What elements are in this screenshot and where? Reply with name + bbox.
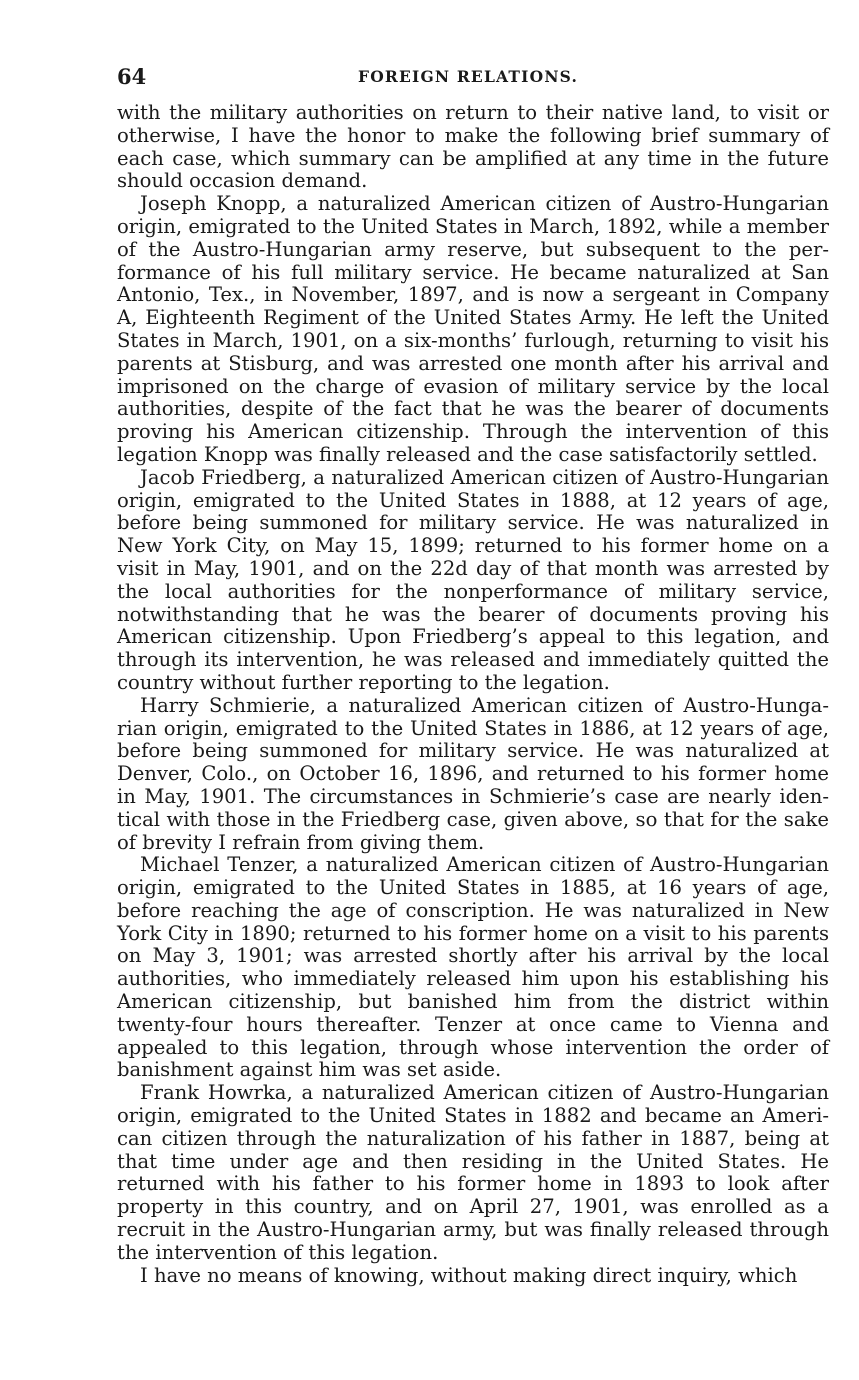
paragraph-jacob-friedberg: Jacob Friedberg, a naturalized American citizen of Austro-Hungarian origin, emigrated to the United States in 1888, at 12 years of age, before being summoned for military service. He was naturalized in New York City, on May 15, 1899; returned to his former home on a visit in May, 1901, and on the 22d day of that month was arrested by the local authorities for the nonperformance of military service, notwithstanding that he was the bearer of documents proving his American citizenship. Upon Friedberg’s appeal to this legation, and through its intervention, he was released and immediately quitted the country without further reporting to the legation. — [117, 465, 829, 694]
paragraph-closing: I have no means of knowing, without making direct inquiry, which — [140, 1263, 798, 1287]
paragraph-michael-tenzer: Michael Tenzer, a naturalized American citizen of Austro-Hungarian origin, emigrated to the United States in 1885, at 16 years of age, before reaching the age of conscription. He was naturalized in New York City in 1890; returned to his former home on a visit to his parents on May 3, 1901; was arrested shortly after his arrival by the local authorities, who immediately released him upon his establishing his American citizenship, but banished him from the district within twenty-four hours thereafter. Tenzer at once came to Vienna and appealed to this legation, through whose intervention the order of banishment against him was set aside. — [117, 853, 829, 1082]
page-number: 64 — [117, 64, 147, 89]
running-head — [117, 64, 829, 94]
paragraph-joseph-knopp: Joseph Knopp, a naturalized American citizen of Austro-Hungarian origin, emigrated to the United States in March, 1892, while a member of the Austro-Hungarian army reserve, but subsequent to the performance of his full military service. He became naturalized at San Antonio, Tex., in November, 1897, and is now a sergeant in Company A, Eighteenth Regiment of the United States Army. He left the United States in March, 1901, on a six-months’ furlough, returning to visit his parents at Stisburg, and was arrested one month after his arrival and imprisoned on the charge of evasion of military service by the local authorities, despite of the fact that he was the bearer of documents proving his American citizenship. Through the intervention of this legation Knopp was finally released and the case satisfactorily settled. — [117, 192, 829, 466]
paragraph-harry-schmierie: Harry Schmierie, a naturalized American citizen of Austro-Hungarian origin, emigrated to the United States in 1886, at 12 years of age, before being summoned for military service. He was naturalized at Denver, Colo., on October 16, 1896, and returned to his former home in May, 1901. The circumstances in Schmierie’s case are nearly identical with those in the Friedberg case, given above, so that for the sake of brevity I refrain from giving them. — [117, 693, 829, 854]
running-title: FOREIGN RELATIONS. — [358, 67, 579, 86]
document-page — [117, 64, 829, 1287]
body-text — [117, 102, 829, 1287]
paragraph-continuation: with the military authorities on return to their native land, to visit or otherwise, I have the honor to make the following brief summary of each case, which summary can be amplified at any time in the future should occasion demand. — [117, 101, 829, 193]
paragraph-frank-howrka: Frank Howrka, a naturalized American citizen of Austro-Hungarian origin, emigrated to the United States in 1882 and became an American citizen through the naturalization of his father in 1887, being at that time under age and then residing in the United States. He returned with his father to his former home in 1893 to look after property in this country, and on April 27, 1901, was enrolled as a recruit in the Austro-Hungarian army, but was finally released through the intervention of this legation. — [117, 1081, 829, 1264]
